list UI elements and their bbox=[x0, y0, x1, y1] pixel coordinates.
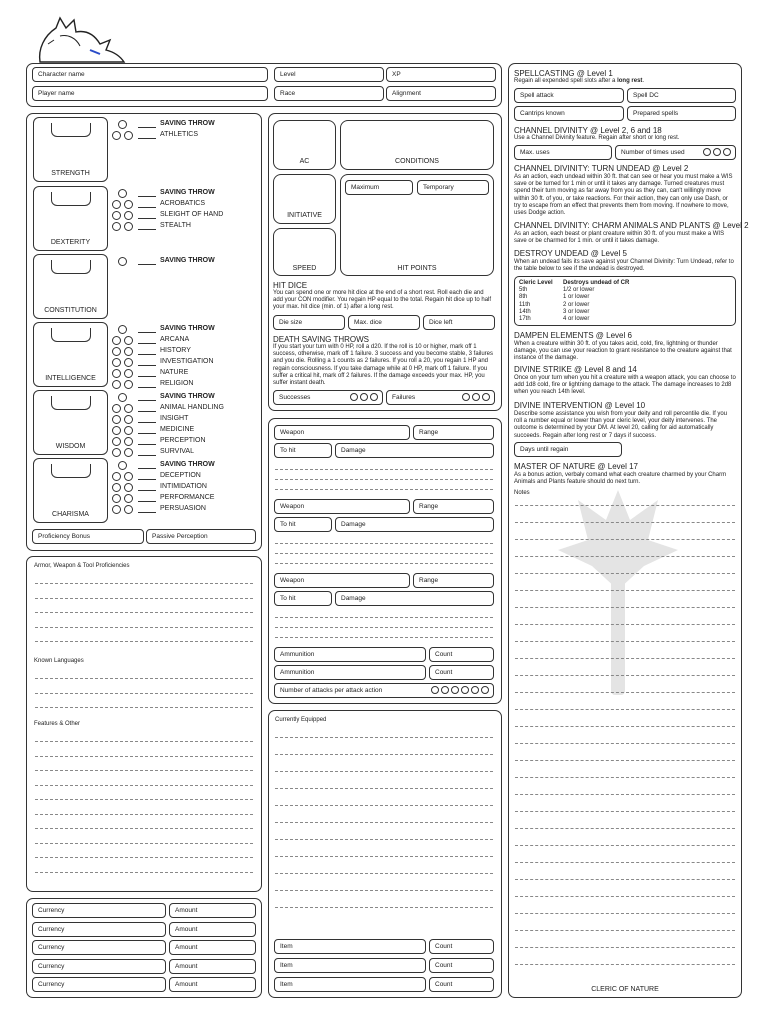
cr-cell: 11th bbox=[519, 301, 531, 308]
skill-label: HISTORY bbox=[160, 347, 191, 354]
saving-throw-proficiency-checkbox[interactable] bbox=[118, 461, 127, 470]
skill-label: DECEPTION bbox=[160, 472, 201, 479]
writing-line[interactable] bbox=[35, 857, 253, 858]
channel-divinity-text: Use a Channel Divinity feature. Regain after short or long rest. bbox=[514, 135, 680, 141]
master-of-nature-text: As a bonus action, verbaly comand what each creature charmed by your Charm Animals and Plants feature should do next turn. bbox=[514, 472, 727, 486]
skill-expertise-checkbox[interactable] bbox=[124, 472, 133, 481]
cr-table-header bbox=[519, 280, 731, 287]
skill-proficiency-checkbox[interactable] bbox=[112, 200, 121, 209]
weapon-notes-line[interactable] bbox=[275, 489, 493, 490]
skill-expertise-checkbox[interactable] bbox=[124, 448, 133, 457]
skill-proficiency-checkbox[interactable] bbox=[112, 415, 121, 424]
writing-line[interactable] bbox=[515, 505, 735, 506]
skill-expertise-checkbox[interactable] bbox=[124, 131, 133, 140]
master-of-nature-title: MASTER OF NATURE @ Level 17 bbox=[514, 462, 638, 471]
failures-field[interactable]: Failures bbox=[386, 390, 495, 405]
weapon-notes-line[interactable] bbox=[275, 553, 493, 554]
alignment-field[interactable]: Alignment bbox=[386, 86, 496, 101]
ammo-count-field-2[interactable]: Count bbox=[429, 665, 494, 680]
skill-modifier-line[interactable] bbox=[138, 422, 156, 423]
saving-throw-proficiency-checkbox[interactable] bbox=[118, 325, 127, 334]
ability-name: STRENGTH bbox=[51, 170, 90, 177]
writing-line[interactable] bbox=[515, 845, 735, 846]
saving-throw-label: SAVING THROW bbox=[160, 120, 215, 127]
amount-field[interactable]: Amount bbox=[169, 922, 256, 937]
turn-undead-text: As an action, each undead within 30 ft. that can see or hear you must make a WIS save or be turned for 1 min or until it takes any damage. Turned creatures must spend their turn moving as far away from you as they can, can't willingly move within 30 ft. of you, or take reactions. For their action, they can only use Dash, or try to escape from an effect that prevents them from moving. If nowhere to move, uses Dodge action. bbox=[514, 174, 733, 217]
skill-modifier-line[interactable] bbox=[138, 490, 156, 491]
skill-label: INTIMIDATION bbox=[160, 483, 207, 490]
cr-table-row bbox=[519, 316, 731, 323]
range-field-2[interactable]: Range bbox=[413, 499, 494, 514]
saving-throw-proficiency-checkbox[interactable] bbox=[118, 257, 127, 266]
skill-label: SLEIGHT OF HAND bbox=[160, 211, 224, 218]
item-count-field[interactable]: Count bbox=[429, 977, 494, 992]
dampen-elements-text: When a creature within 30 ft. of you takes acid, cold, fire, lightning or thunder damage, you can use your reaction to grant resistance to the creature against that instance of the damage. bbox=[514, 341, 732, 362]
charm-animals-text: As an action, each beast or plant creature within 30 ft. of you must make a WIS save or be charmed for 1 min. or until it takes damage. bbox=[514, 231, 725, 245]
writing-line[interactable] bbox=[275, 907, 493, 908]
writing-line[interactable] bbox=[35, 583, 253, 584]
skill-expertise-checkbox[interactable] bbox=[124, 380, 133, 389]
cr-cell: 5th bbox=[519, 287, 528, 294]
ability-score-tab[interactable] bbox=[51, 464, 91, 478]
skill-label: ARCANA bbox=[160, 336, 190, 343]
weapon-notes-line[interactable] bbox=[275, 469, 493, 470]
weapon-notes-line[interactable] bbox=[275, 627, 493, 628]
prepared-spells-field[interactable]: Prepared spells bbox=[627, 106, 736, 121]
writing-line[interactable] bbox=[515, 811, 735, 812]
proficiency-bonus-field[interactable]: Proficiency Bonus bbox=[32, 529, 144, 544]
saving-throw-modifier-line[interactable] bbox=[138, 400, 156, 401]
dice-left-field[interactable]: Dice left bbox=[423, 315, 495, 330]
times-used-field[interactable]: Number of times used bbox=[615, 145, 736, 160]
dragon-logo-icon bbox=[30, 14, 130, 66]
weapon-notes-line[interactable] bbox=[275, 479, 493, 480]
damage-field-2[interactable]: Damage bbox=[335, 517, 494, 532]
writing-line[interactable] bbox=[35, 627, 253, 628]
destroy-undead-table bbox=[514, 276, 736, 326]
charm-animals-title: CHANNEL DIVINITY: CHARM ANIMALS AND PLANTS @ Level 2 bbox=[514, 221, 749, 230]
ammunition-field-1[interactable]: Ammunition bbox=[274, 647, 426, 662]
skill-modifier-line[interactable] bbox=[138, 501, 156, 502]
skill-modifier-line[interactable] bbox=[138, 354, 156, 355]
currency-field[interactable]: Currency bbox=[32, 903, 166, 918]
weapon-notes-line[interactable] bbox=[275, 617, 493, 618]
race-field[interactable]: Race bbox=[274, 86, 384, 101]
skill-modifier-line[interactable] bbox=[138, 218, 156, 219]
saving-throw-proficiency-checkbox[interactable] bbox=[118, 120, 127, 129]
cantrips-known-field[interactable]: Cantrips known bbox=[514, 106, 624, 121]
cr-table-body bbox=[519, 280, 731, 323]
writing-line[interactable] bbox=[515, 879, 735, 880]
cr-cell: Cleric Level bbox=[519, 280, 553, 286]
writing-line[interactable] bbox=[515, 862, 735, 863]
currency-field[interactable]: Currency bbox=[32, 959, 166, 974]
level-field[interactable]: Level bbox=[274, 67, 384, 82]
max-dice-field[interactable]: Max. dice bbox=[348, 315, 420, 330]
writing-line[interactable] bbox=[515, 573, 735, 574]
amount-field[interactable]: Amount bbox=[169, 940, 256, 955]
divine-intervention-text: Describe some assistance you wish from your deity and roll percentile die. If you roll a number equal or lower than your cleric level, your deity intervenes. The outcome is determined by your DM. At level 20, calling for aid automatically succeeds. Regain after long rest or 7 days if success. bbox=[514, 411, 728, 439]
ability-box-3[interactable] bbox=[33, 322, 108, 387]
writing-line[interactable] bbox=[35, 770, 253, 771]
saving-throw-label: SAVING THROW bbox=[160, 461, 215, 468]
spell-dc-field[interactable]: Spell DC bbox=[627, 88, 736, 103]
maximum-hp-field[interactable]: Maximum bbox=[345, 180, 413, 195]
to-hit-field-3[interactable]: To hit bbox=[274, 591, 332, 606]
writing-line[interactable] bbox=[515, 556, 735, 557]
range-field-3[interactable]: Range bbox=[413, 573, 494, 588]
writing-line[interactable] bbox=[515, 539, 735, 540]
ability-box-0[interactable] bbox=[33, 117, 108, 182]
writing-line[interactable] bbox=[515, 590, 735, 591]
spellcasting-text: Regain all expended spell slots after a long rest. bbox=[514, 78, 645, 84]
writing-line[interactable] bbox=[35, 741, 253, 742]
ability-box-2[interactable] bbox=[33, 254, 108, 319]
weapon-notes-line[interactable] bbox=[275, 563, 493, 564]
initiative-label: INITIATIVE bbox=[287, 212, 322, 219]
skill-modifier-line[interactable] bbox=[138, 444, 156, 445]
skill-proficiency-checkbox[interactable] bbox=[112, 483, 121, 492]
death-saves-title: DEATH SAVING THROWS bbox=[273, 335, 370, 344]
skill-expertise-checkbox[interactable] bbox=[124, 426, 133, 435]
skill-proficiency-checkbox[interactable] bbox=[112, 211, 121, 220]
writing-line[interactable] bbox=[515, 675, 735, 676]
dampen-elements-title: DAMPEN ELEMENTS @ Level 6 bbox=[514, 331, 632, 340]
ac-label: AC bbox=[299, 158, 310, 165]
skill-proficiency-checkbox[interactable] bbox=[112, 494, 121, 503]
divine-intervention-title: DIVINE INTERVENTION @ Level 10 bbox=[514, 401, 646, 410]
writing-line[interactable] bbox=[275, 737, 493, 738]
writing-line[interactable] bbox=[35, 641, 253, 642]
skill-label: ATHLETICS bbox=[160, 131, 198, 138]
hit-dice-text: You can spend one or more hit dice at the end of a short rest. Roll each die and add your CON modifier. You regain HP equal to the total. Regain hit dice up to half your max. hit dice (min. of 1) after a long rest. bbox=[273, 290, 492, 311]
skill-expertise-checkbox[interactable] bbox=[124, 200, 133, 209]
writing-line[interactable] bbox=[515, 777, 735, 778]
writing-line[interactable] bbox=[515, 709, 735, 710]
skill-label: INVESTIGATION bbox=[160, 358, 214, 365]
skill-expertise-checkbox[interactable] bbox=[124, 347, 133, 356]
damage-field-1[interactable]: Damage bbox=[335, 443, 494, 458]
writing-line[interactable] bbox=[275, 839, 493, 840]
skill-modifier-line[interactable] bbox=[138, 479, 156, 480]
skill-label: NATURE bbox=[160, 369, 189, 376]
saving-throw-label: SAVING THROW bbox=[160, 393, 215, 400]
skill-modifier-line[interactable] bbox=[138, 455, 156, 456]
skill-modifier-line[interactable] bbox=[138, 512, 156, 513]
saving-throw-proficiency-checkbox[interactable] bbox=[118, 189, 127, 198]
ability-box-5[interactable] bbox=[33, 458, 108, 523]
ability-name: INTELLIGENCE bbox=[45, 375, 96, 382]
skill-modifier-line[interactable] bbox=[138, 207, 156, 208]
attacks-per-action-field[interactable]: Number of attacks per attack action bbox=[274, 683, 494, 698]
writing-line[interactable] bbox=[35, 785, 253, 786]
skill-label: ACROBATICS bbox=[160, 200, 205, 207]
writing-line[interactable] bbox=[35, 693, 253, 694]
features-other-label: Features & Other bbox=[34, 721, 81, 727]
ability-name: CHARISMA bbox=[52, 511, 89, 518]
weapon-field-2[interactable]: Weapon bbox=[274, 499, 410, 514]
writing-line[interactable] bbox=[35, 756, 253, 757]
skill-label: PERSUASION bbox=[160, 505, 206, 512]
successes-checkboxes[interactable] bbox=[348, 393, 378, 403]
skill-modifier-line[interactable] bbox=[138, 138, 156, 139]
skill-label: INSIGHT bbox=[160, 415, 189, 422]
cr-cell: 3 or lower bbox=[563, 308, 590, 315]
writing-line[interactable] bbox=[275, 805, 493, 806]
writing-line[interactable] bbox=[275, 856, 493, 857]
class-footer-label: CLERIC OF NATURE bbox=[591, 986, 659, 993]
skill-modifier-line[interactable] bbox=[138, 433, 156, 434]
amount-field[interactable]: Amount bbox=[169, 977, 256, 992]
writing-line[interactable] bbox=[515, 896, 735, 897]
skill-modifier-line[interactable] bbox=[138, 387, 156, 388]
skill-proficiency-checkbox[interactable] bbox=[112, 380, 121, 389]
writing-line[interactable] bbox=[35, 872, 253, 873]
ability-box-1[interactable] bbox=[33, 186, 108, 251]
currency-field[interactable]: Currency bbox=[32, 940, 166, 955]
skill-proficiency-checkbox[interactable] bbox=[112, 347, 121, 356]
ability-score-tab[interactable] bbox=[51, 260, 91, 274]
saving-throw-modifier-line[interactable] bbox=[138, 332, 156, 333]
skill-label: STEALTH bbox=[160, 222, 191, 229]
skill-label: SURVIVAL bbox=[160, 448, 194, 455]
spell-attack-field[interactable]: Spell attack bbox=[514, 88, 624, 103]
proficiencies-label: Armor, Weapon & Tool Proficiencies bbox=[34, 563, 130, 569]
channel-divinity-title: CHANNEL DIVINITY @ Level 2, 6 and 18 bbox=[514, 126, 662, 135]
writing-line[interactable] bbox=[275, 822, 493, 823]
ability-score-tab[interactable] bbox=[51, 192, 91, 206]
saving-throw-proficiency-checkbox[interactable] bbox=[118, 393, 127, 402]
writing-line[interactable] bbox=[275, 890, 493, 891]
turn-undead-title: CHANNEL DIVINITY: TURN UNDEAD @ Level 2 bbox=[514, 164, 689, 173]
range-field-1[interactable]: Range bbox=[413, 425, 494, 440]
hit-dice-title: HIT DICE bbox=[273, 281, 308, 290]
saving-throw-label: SAVING THROW bbox=[160, 189, 215, 196]
successes-field[interactable]: Successes bbox=[273, 390, 383, 405]
skill-label: PERCEPTION bbox=[160, 437, 206, 444]
skill-proficiency-checkbox[interactable] bbox=[112, 472, 121, 481]
amount-field[interactable]: Amount bbox=[169, 959, 256, 974]
saving-throw-label: SAVING THROW bbox=[160, 257, 215, 264]
hit-points-label: HIT POINTS bbox=[397, 265, 437, 272]
notes-label: Notes bbox=[514, 490, 530, 496]
skill-modifier-line[interactable] bbox=[138, 365, 156, 366]
ammo-count-field-1[interactable]: Count bbox=[429, 647, 494, 662]
writing-line[interactable] bbox=[35, 814, 253, 815]
writing-line[interactable] bbox=[515, 607, 735, 608]
skill-proficiency-checkbox[interactable] bbox=[112, 369, 121, 378]
skill-proficiency-checkbox[interactable] bbox=[112, 437, 121, 446]
destroy-undead-title: DESTROY UNDEAD @ Level 5 bbox=[514, 249, 627, 258]
divine-strike-title: DIVINE STRIKE @ Level 8 and 14 bbox=[514, 365, 637, 374]
divine-strike-text: Once on your turn when you hit a creature with a weapon attack, you can choose to add 1d8 cold, fire or lightning damage to the attack. The damage increases to 2d8 when you reach 14th level. bbox=[514, 375, 736, 396]
writing-line[interactable] bbox=[515, 947, 735, 948]
saving-throw-label: SAVING THROW bbox=[160, 325, 215, 332]
cr-cell: 17th bbox=[519, 316, 531, 323]
skill-proficiency-checkbox[interactable] bbox=[112, 336, 121, 345]
skill-modifier-line[interactable] bbox=[138, 343, 156, 344]
skill-proficiency-checkbox[interactable] bbox=[112, 358, 121, 367]
weapon-notes-line[interactable] bbox=[275, 543, 493, 544]
weapon-notes-line[interactable] bbox=[275, 637, 493, 638]
skill-label: MEDICINE bbox=[160, 426, 195, 433]
writing-line[interactable] bbox=[515, 794, 735, 795]
writing-line[interactable] bbox=[515, 624, 735, 625]
damage-field-3[interactable]: Damage bbox=[335, 591, 494, 606]
skill-expertise-checkbox[interactable] bbox=[124, 211, 133, 220]
skill-expertise-checkbox[interactable] bbox=[124, 336, 133, 345]
saving-throw-modifier-line[interactable] bbox=[138, 264, 156, 265]
spellcasting-title: SPELLCASTING @ Level 1 bbox=[514, 69, 613, 78]
weapon-field-1[interactable]: Weapon bbox=[274, 425, 410, 440]
passive-perception-field[interactable]: Passive Perception bbox=[146, 529, 256, 544]
ability-name: WISDOM bbox=[55, 443, 86, 450]
writing-line[interactable] bbox=[275, 754, 493, 755]
item-count-field[interactable]: Count bbox=[429, 958, 494, 973]
max-uses-field[interactable]: Max. uses bbox=[514, 145, 612, 160]
writing-line[interactable] bbox=[515, 726, 735, 727]
skill-proficiency-checkbox[interactable] bbox=[112, 404, 121, 413]
death-saves-text: If you start your turn with 0 HP, roll a d20. If the roll is 10 or higher, mark off 1 success, otherwise, mark off 1 failure. 3 success and you become stable, 3 failures and you die. Rolling a 1 counts as 2 failures. If you roll a 20, you regain 1 HP and regain consciousness. If you take damage while at 0 HP, mark off 1 failure. If you suffer a critical hit, mark off 2 failures. If the damage exceeds your max. HP, you suffer instant death. bbox=[273, 344, 493, 387]
player-name-field[interactable]: Player name bbox=[32, 86, 268, 101]
writing-line[interactable] bbox=[515, 522, 735, 523]
weapon-field-3[interactable]: Weapon bbox=[274, 573, 410, 588]
currency-field[interactable]: Currency bbox=[32, 922, 166, 937]
days-until-regain-field[interactable]: Days until regain bbox=[514, 442, 622, 457]
attacks-checkboxes[interactable] bbox=[429, 686, 489, 696]
cr-cell: Destroys undead of CR bbox=[563, 280, 630, 286]
failures-checkboxes[interactable] bbox=[460, 393, 490, 403]
writing-line[interactable] bbox=[35, 799, 253, 800]
writing-line[interactable] bbox=[275, 788, 493, 789]
saving-throw-modifier-line[interactable] bbox=[138, 127, 156, 128]
skill-modifier-line[interactable] bbox=[138, 229, 156, 230]
writing-line[interactable] bbox=[35, 598, 253, 599]
writing-line[interactable] bbox=[515, 964, 735, 965]
item-count-field[interactable]: Count bbox=[429, 939, 494, 954]
cr-table-row bbox=[519, 294, 731, 301]
currently-equipped-label: Currently Equipped bbox=[275, 717, 327, 723]
writing-line[interactable] bbox=[35, 612, 253, 613]
skill-modifier-line[interactable] bbox=[138, 376, 156, 377]
ability-score-tab[interactable] bbox=[51, 396, 91, 410]
writing-line[interactable] bbox=[35, 707, 253, 708]
skill-expertise-checkbox[interactable] bbox=[124, 358, 133, 367]
skill-expertise-checkbox[interactable] bbox=[124, 222, 133, 231]
ability-name: CONSTITUTION bbox=[44, 307, 97, 314]
item-field[interactable]: Item bbox=[274, 939, 426, 954]
amount-field[interactable]: Amount bbox=[169, 903, 256, 918]
xp-field[interactable]: XP bbox=[386, 67, 496, 82]
cr-cell: 8th bbox=[519, 294, 528, 301]
writing-line[interactable] bbox=[515, 658, 735, 659]
skill-expertise-checkbox[interactable] bbox=[124, 505, 133, 514]
writing-line[interactable] bbox=[275, 873, 493, 874]
currency-field[interactable]: Currency bbox=[32, 977, 166, 992]
temporary-hp-field[interactable]: Temporary bbox=[417, 180, 489, 195]
languages-label: Known Languages bbox=[34, 658, 84, 664]
saving-throw-modifier-line[interactable] bbox=[138, 468, 156, 469]
writing-line[interactable] bbox=[515, 641, 735, 642]
skill-modifier-line[interactable] bbox=[138, 411, 156, 412]
cr-cell: 2 or lower bbox=[563, 301, 590, 308]
skill-proficiency-checkbox[interactable] bbox=[112, 222, 121, 231]
writing-line[interactable] bbox=[515, 743, 735, 744]
destroy-undead-text: When an undead fails its save against your Channel Divinity: Turn Undead, refer to the table below to see if the undead is destroyed. bbox=[514, 259, 734, 273]
item-field[interactable]: Item bbox=[274, 977, 426, 992]
times-used-checkboxes[interactable] bbox=[701, 148, 731, 158]
skill-expertise-checkbox[interactable] bbox=[124, 494, 133, 503]
cr-cell: 14th bbox=[519, 308, 531, 315]
skill-proficiency-checkbox[interactable] bbox=[112, 426, 121, 435]
ability-score-tab[interactable] bbox=[51, 328, 91, 342]
skill-expertise-checkbox[interactable] bbox=[124, 437, 133, 446]
cr-cell: 1 or lower bbox=[563, 294, 590, 301]
writing-line[interactable] bbox=[515, 828, 735, 829]
skill-proficiency-checkbox[interactable] bbox=[112, 505, 121, 514]
to-hit-field-2[interactable]: To hit bbox=[274, 517, 332, 532]
skill-expertise-checkbox[interactable] bbox=[124, 369, 133, 378]
item-field[interactable]: Item bbox=[274, 958, 426, 973]
skill-label: RELIGION bbox=[160, 380, 194, 387]
skill-expertise-checkbox[interactable] bbox=[124, 483, 133, 492]
cr-cell: 1/2 or lower bbox=[563, 287, 595, 294]
skill-expertise-checkbox[interactable] bbox=[124, 415, 133, 424]
conditions-label: CONDITIONS bbox=[395, 158, 439, 165]
writing-line[interactable] bbox=[515, 913, 735, 914]
skill-label: ANIMAL HANDLING bbox=[160, 404, 224, 411]
skill-label: PERFORMANCE bbox=[160, 494, 215, 501]
ability-score-tab[interactable] bbox=[51, 123, 91, 137]
cr-cell: 4 or lower bbox=[563, 316, 590, 323]
writing-line[interactable] bbox=[35, 678, 253, 679]
writing-line[interactable] bbox=[515, 692, 735, 693]
writing-line[interactable] bbox=[35, 828, 253, 829]
cr-table-row bbox=[519, 302, 731, 309]
skill-expertise-checkbox[interactable] bbox=[124, 404, 133, 413]
writing-line[interactable] bbox=[515, 760, 735, 761]
speed-label: SPEED bbox=[292, 265, 317, 272]
ability-name: DEXTERITY bbox=[50, 239, 91, 246]
cr-table-row bbox=[519, 287, 731, 294]
skill-proficiency-checkbox[interactable] bbox=[112, 448, 121, 457]
cr-table-row bbox=[519, 309, 731, 316]
ability-box-4[interactable] bbox=[33, 390, 108, 455]
saving-throw-modifier-line[interactable] bbox=[138, 196, 156, 197]
writing-line[interactable] bbox=[275, 771, 493, 772]
die-size-field[interactable]: Die size bbox=[273, 315, 345, 330]
skill-proficiency-checkbox[interactable] bbox=[112, 131, 121, 140]
ammunition-field-2[interactable]: Ammunition bbox=[274, 665, 426, 680]
writing-line[interactable] bbox=[35, 843, 253, 844]
to-hit-field-1[interactable]: To hit bbox=[274, 443, 332, 458]
character-name-field[interactable]: Character name bbox=[32, 67, 268, 82]
writing-line[interactable] bbox=[515, 930, 735, 931]
